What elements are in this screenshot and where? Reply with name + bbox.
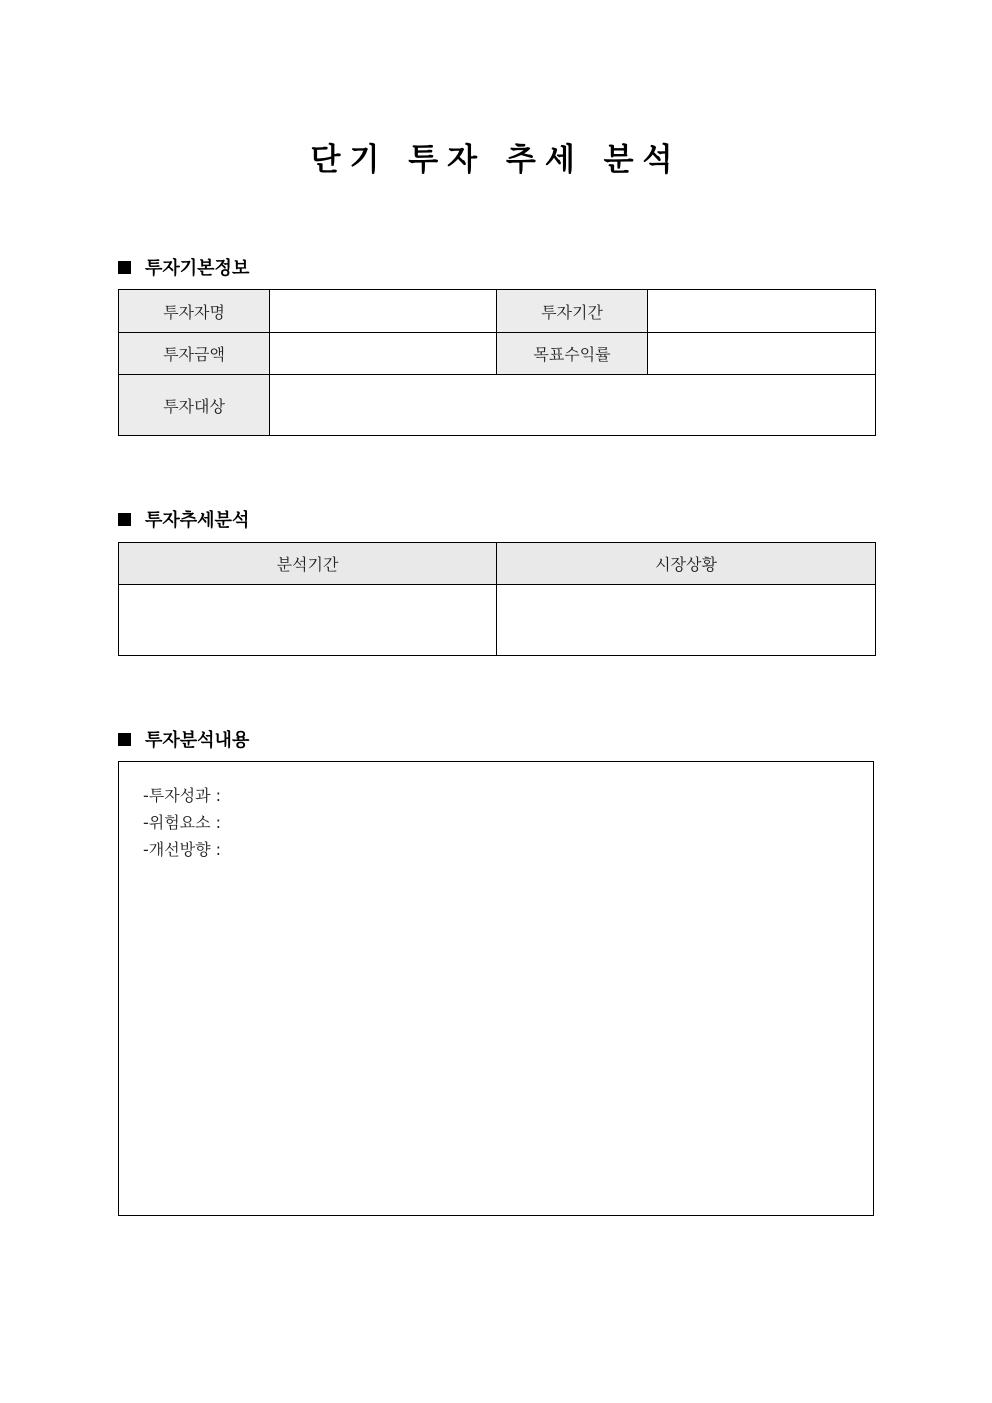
table-row <box>119 290 876 333</box>
section-heading-trend <box>118 506 249 532</box>
square-bullet-icon <box>118 261 131 274</box>
section-heading-label: 투자분석내용 <box>145 730 250 751</box>
section-heading-label: 투자추세분석 <box>145 510 250 531</box>
analysis-period-field[interactable] <box>119 585 497 656</box>
investment-period-label: 투자기간 <box>497 290 648 333</box>
investment-amount-label: 투자금액 <box>119 333 270 375</box>
section-heading-content <box>118 726 249 752</box>
investment-target-field[interactable] <box>270 375 876 436</box>
analysis-content-lines <box>143 782 221 863</box>
table-row <box>119 375 876 436</box>
section-heading-label: 투자기본정보 <box>145 258 250 279</box>
analysis-period-header: 분석기간 <box>119 543 497 585</box>
investor-name-field[interactable] <box>270 290 497 333</box>
risk-factors-line: -위험요소 : <box>143 813 222 832</box>
market-condition-field[interactable] <box>497 585 876 656</box>
square-bullet-icon <box>118 733 131 746</box>
target-return-label: 목표수익률 <box>497 333 648 375</box>
investor-name-label: 투자자명 <box>119 290 270 333</box>
document-title: 단기 투자 추세 분석 <box>310 142 682 178</box>
investment-period-field[interactable] <box>648 290 876 333</box>
investment-target-label: 투자대상 <box>119 375 270 436</box>
target-return-field[interactable] <box>648 333 876 375</box>
analysis-content-box[interactable] <box>118 761 874 1216</box>
table-row <box>119 333 876 375</box>
basic-info-table <box>118 289 876 436</box>
table-row <box>119 585 876 656</box>
investment-amount-field[interactable] <box>270 333 497 375</box>
performance-line: -투자성과 : <box>143 786 222 805</box>
trend-table <box>118 542 876 656</box>
market-condition-header: 시장상황 <box>497 543 876 585</box>
square-bullet-icon <box>118 513 131 526</box>
section-heading-basic-info <box>118 254 249 280</box>
improvement-direction-line: -개선방향 : <box>143 840 222 859</box>
table-header-row <box>119 543 876 585</box>
